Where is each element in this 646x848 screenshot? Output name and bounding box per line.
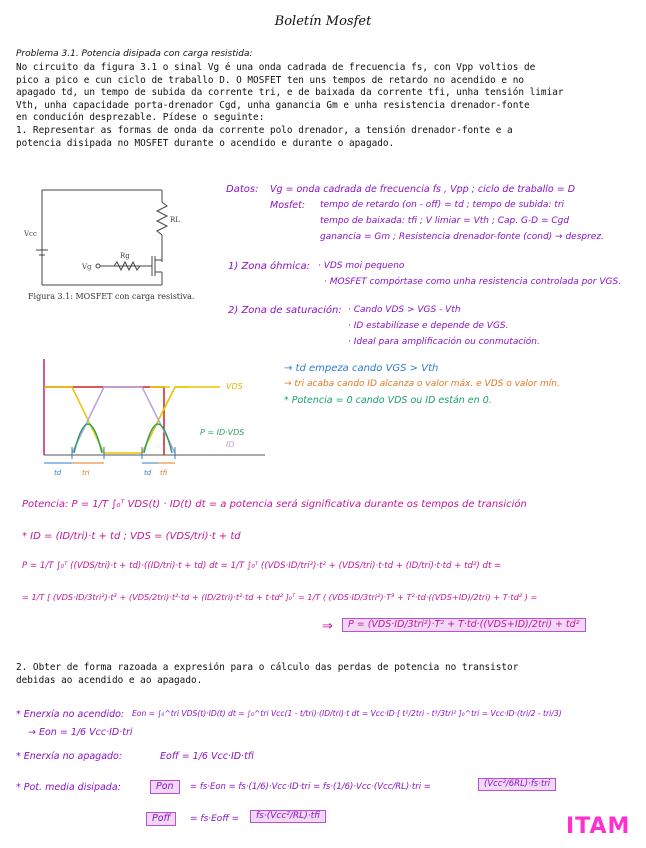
id-vds-expressions: * ID = (ID/tri)·t + td ; VDS = (VDS/tri)·t + td <box>22 531 241 542</box>
potencia-step-1: P = 1/T ∫₀ᵀ ((VDS/tri)·t + td)·((ID/tri)·t + td) dt = 1/T ∫₀ᵀ ((VDS·ID/tri²)·t² + (VDS/tri)·t·td + (ID/tri)·t·td + td²) dt = <box>22 561 502 571</box>
zona-ohmica-line: · MOSFET compórtase como unha resistencia controlada por VGS. <box>324 277 622 287</box>
energia-apagado-label: * Enerxía no apagado: <box>16 751 123 762</box>
tfi-label: tfi <box>160 469 168 477</box>
problem-line: en condución desprezable. Pídese o seguinte: <box>16 112 265 124</box>
question-line: debidas ao acendido e ao apagado. <box>16 674 203 686</box>
energia-apagado-formula: Eoff = 1/6 Vcc·ID·tfi <box>160 751 254 762</box>
itam-logo: ITAM <box>566 814 631 839</box>
problem-line: Vth, unha capacidade porta-drenador Cgd, unha ganancia Gm e unha resistencia drenador-fonte <box>16 99 530 111</box>
mosfet-line: ganancia = Gm ; Resistencia drenador-fonte (cond) → desprez. <box>320 232 604 242</box>
potencia-formula: P = 1/T ∫₀ᵀ VDS(t) · ID(t) dt <box>71 499 206 510</box>
energia-acendido-label: * Enerxía no acendido: <box>16 709 125 720</box>
zona-ohmica-title: 1) Zona óhmica: <box>228 261 311 272</box>
poff-result: fs·(Vcc²/RL)·tfi <box>250 810 326 823</box>
problem-line: pico a pico e cun ciclo de traballo D. O MOSFET ten uns tempos de retardo no acendido e no <box>16 74 524 86</box>
potencia-result: P = (VDS·ID/3tri²)·T² + T·td·((VDS+ID)/2tri) + td² <box>342 618 586 632</box>
pot-media-label: * Pot. media disipada: <box>16 782 121 793</box>
poff-box: Poff <box>146 812 176 826</box>
td-label-2: td <box>144 469 152 477</box>
id-label: ID <box>226 440 235 449</box>
problem-line: apagado td, un tempo de subida da corrente tri, e de baixada da corrente tfi, unha tensión limiar <box>16 87 564 99</box>
p-label: P = ID·VDS <box>200 428 245 437</box>
poff-formula: = fs·Eoff = <box>190 814 240 824</box>
potencia-intro <box>22 500 527 510</box>
result-arrow: ⇒ <box>322 619 333 634</box>
vcc-label: Vcc <box>24 230 37 238</box>
question-line: 2. Obter de forma razoada a expresión para o cálculo das perdas de potencia no transistor <box>16 662 519 673</box>
problem-heading: Problema 3.1. Potencia disipada con carga resistida: <box>16 49 253 59</box>
zona-ohmica-line: · VDS moi pequeno <box>318 261 405 271</box>
datos-vg-line: Vg = onda cadrada de frecuencia fs , Vpp ; ciclo de traballo = D <box>270 184 576 195</box>
datos-label: Datos: <box>226 184 259 195</box>
figure-caption: Figura 3.1: MOSFET con carga resistiva. <box>28 292 195 301</box>
energia-acendido-formula: Eon = ∫₀^tri VDS(t)·ID(t) dt = ∫₀^tri Vcc(1 - t/tri)·(ID/tri)·t dt = Vcc·ID·[ t²/2tri - t³/3tri² ]₀^tri = Vcc·ID·(tri/2 - tri/3) <box>132 709 562 718</box>
mosfet-line: tempo de baixada: tfi ; V limiar = Vth ; Cap. G-D = Cgd <box>320 216 570 226</box>
rl-label: RL <box>170 216 180 224</box>
zona-saturacion-line: · ID estabilízase e depende de VGS. <box>348 321 509 331</box>
problem-line: 1. Representar as formas de onda da corrente polo drenador, a tensión drenador-fonte e a <box>16 124 513 136</box>
zona-saturacion-line: · Cando VDS > VGS - Vth <box>348 305 461 315</box>
vg-label: Vg <box>82 263 92 271</box>
note-potencia: * Potencia = 0 cando VDS ou ID están en 0. <box>284 395 492 406</box>
energia-acendido-result: → Eon = 1/6 Vcc·ID·tri <box>28 727 133 738</box>
problem-statement <box>16 62 564 150</box>
page-title: Boletín Mosfet <box>274 14 372 29</box>
zona-saturacion-line: · Ideal para amplificación ou conmutación. <box>348 337 540 347</box>
problem-line: potencia disipada no MOSFET durante o acendido e durante o apagado. <box>16 137 395 149</box>
mosfet-label: Mosfet: <box>270 200 306 211</box>
potencia-intro-rest: = a potencia será significativa durante os tempos de transición <box>208 499 527 510</box>
circuit-diagram <box>22 180 202 290</box>
note-tri: → tri acaba cando ID alcanza o valor máx. e VDS o valor mín. <box>284 379 560 389</box>
mosfet-line: tempo de retardo (on - off) = td ; tempo de subida: tri <box>320 200 565 210</box>
pon-box: Pon <box>150 780 180 794</box>
waveform-diagram <box>30 355 275 480</box>
note-td: → td empeza cando VGS > Vth <box>284 363 439 374</box>
question-2 <box>16 662 518 687</box>
tri-label: tri <box>82 469 90 477</box>
td-label: td <box>54 469 62 477</box>
vds-label: VDS <box>226 382 243 391</box>
potencia-label: Potencia: <box>22 499 69 510</box>
pon-result: (Vcc²/6RL)·fs·tri <box>478 778 556 791</box>
rg-label: Rg <box>120 252 130 260</box>
pon-formula: = fs·Eon = fs·(1/6)·Vcc·ID·tri = fs·(1/6)·Vcc·(Vcc/RL)·tri = <box>190 782 431 792</box>
problem-line: No circuito da figura 3.1 o sinal Vg é una onda cadrada de frecuencia fs, con Vpp voltios de <box>16 62 536 73</box>
zona-saturacion-title: 2) Zona de saturación: <box>228 305 342 316</box>
potencia-step-2: = 1/T [ (VDS·ID/3tri²)·t³ + (VDS/2tri)·t²·td + (ID/2tri)·t²·td + t·td² ]₀ᵀ = 1/T ( (VDS·ID/3tri²)·T³ + T²·td·((VDS+ID)/2tri) + T·td² ) = <box>22 592 538 602</box>
